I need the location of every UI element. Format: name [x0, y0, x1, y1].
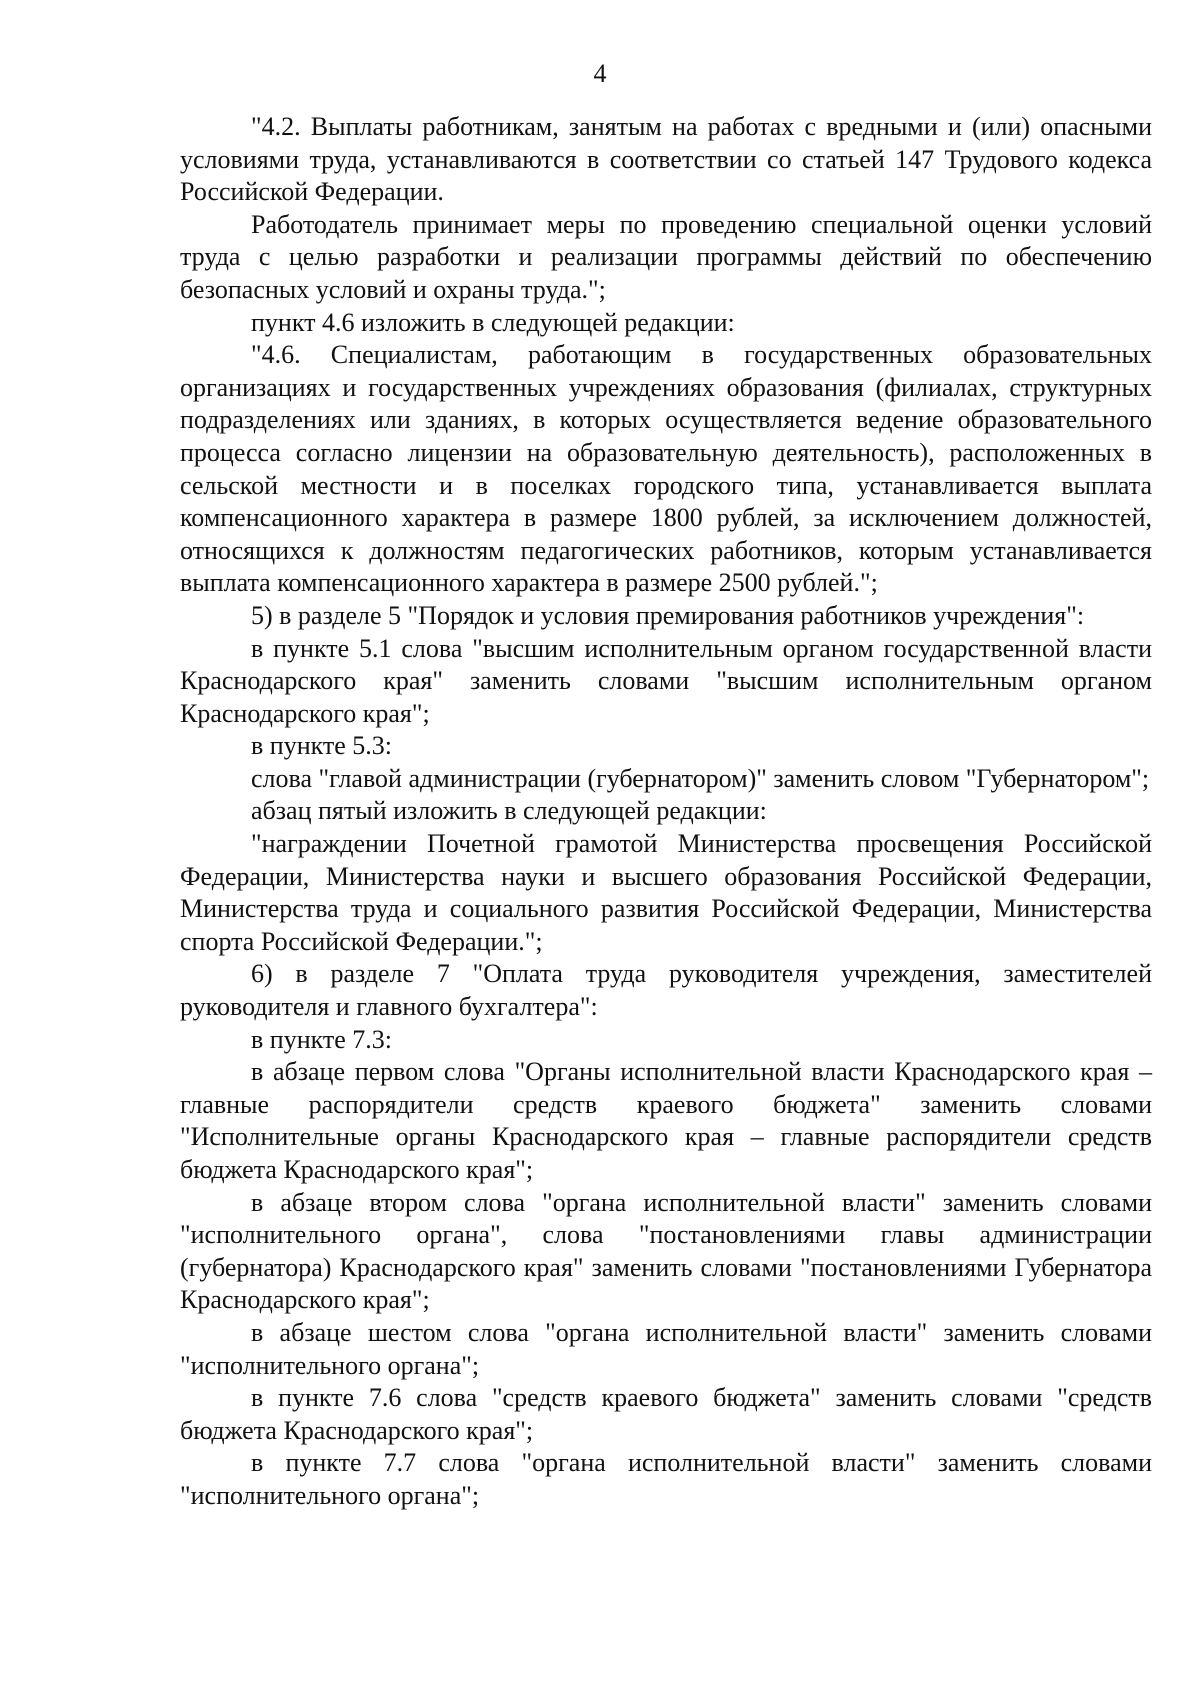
paragraph-abzac-sixth: в абзаце шестом слова "органа исполнительной власти" заменить словами "исполнительного органа"; [180, 1317, 1152, 1380]
paragraph-employer-measures: Работодатель принимает меры по проведению специальной оценки условий труда с целью разработки и реализации программы действий по обеспечению безопасных условий и охраны труда."; [180, 209, 1152, 304]
document-body [180, 111, 1152, 1513]
paragraph-section-7: 6) в разделе 7 "Оплата труда руководителя учреждения, заместителей руководителя и главного бухгалтера": [180, 959, 1152, 1022]
paragraph-point-7-7: в пункте 7.7 слова "органа исполнительной власти" заменить словами "исполнительного органа"; [180, 1448, 1152, 1510]
paragraph-4-6: "4.6. Специалистам, работающим в государственных образовательных организациях и государственных учреждениях образования (филиалах, структурных подразделениях или зданиях, в которых осуществляется ведение образовательного процесса согласно лицензии на образовательную деятельность), расположенных в сельской местности и в поселках городского типа, устанавливается выплата компенсационного характера в размере 1800 рублей, за исключением должностей, относящихся к должностям педагогических работников, которым устанавливается выплата компенсационного характера в размере 2500 рублей."; [180, 340, 1152, 598]
paragraph-point-5-3: в пункте 5.3: [251, 731, 393, 761]
paragraph-4-2: "4.2. Выплаты работникам, занятым на работах с вредными и (или) опасными условиями труда, устанавливаются в соответствии со статьей 147 Трудового кодекса Российской Федерации. [180, 112, 1152, 207]
paragraph-words-replace-governor: слова "главой администрации (губернатором)" заменить словом "Губернатором"; [251, 763, 1150, 793]
paragraph-point-4-6-intro: пункт 4.6 изложить в следующей редакции: [251, 307, 735, 337]
paragraph-point-7-6: в пункте 7.6 слова "средств краевого бюджета" заменить словами "средств бюджета Краснодарского края"; [180, 1383, 1152, 1445]
page-number: 4 [593, 59, 607, 88]
paragraph-abzac-first: в абзаце первом слова "Органы исполнительной власти Краснодарского края – главные распорядители средств краевого бюджета" заменить словами "Исполнительные органы Краснодарского края – главные распорядители средств бюджета Краснодарского края"; [180, 1057, 1152, 1184]
paragraph-abzac-second: в абзаце втором слова "органа исполнительной власти" заменить словами "исполнительного органа", слова "постановлениями главы администрации (губернатора) Краснодарского края" заменить словами "постановлениями Губернатора Краснодарского края"; [180, 1187, 1152, 1315]
paragraph-point-5-1: в пункте 5.1 слова "высшим исполнительным органом государственной власти Краснодарского края" заменить словами "высшим исполнительным органом Краснодарского края"; [180, 633, 1152, 728]
paragraph-section-5: 5) в разделе 5 "Порядок и условия премирования работников учреждения": [251, 600, 1085, 630]
paragraph-fifth-abzac-intro: абзац пятый изложить в следующей редакции: [251, 796, 767, 826]
paragraph-awarding: "награждении Почетной грамотой Министерства просвещения Российской Федерации, Министерства науки и высшего образования Российской Федерации, Министерства труда и социального развития Российской Федерации, Министерства спорта Российской Федерации."; [180, 829, 1152, 956]
paragraph-point-7-3: в пункте 7.3: [251, 1024, 393, 1054]
